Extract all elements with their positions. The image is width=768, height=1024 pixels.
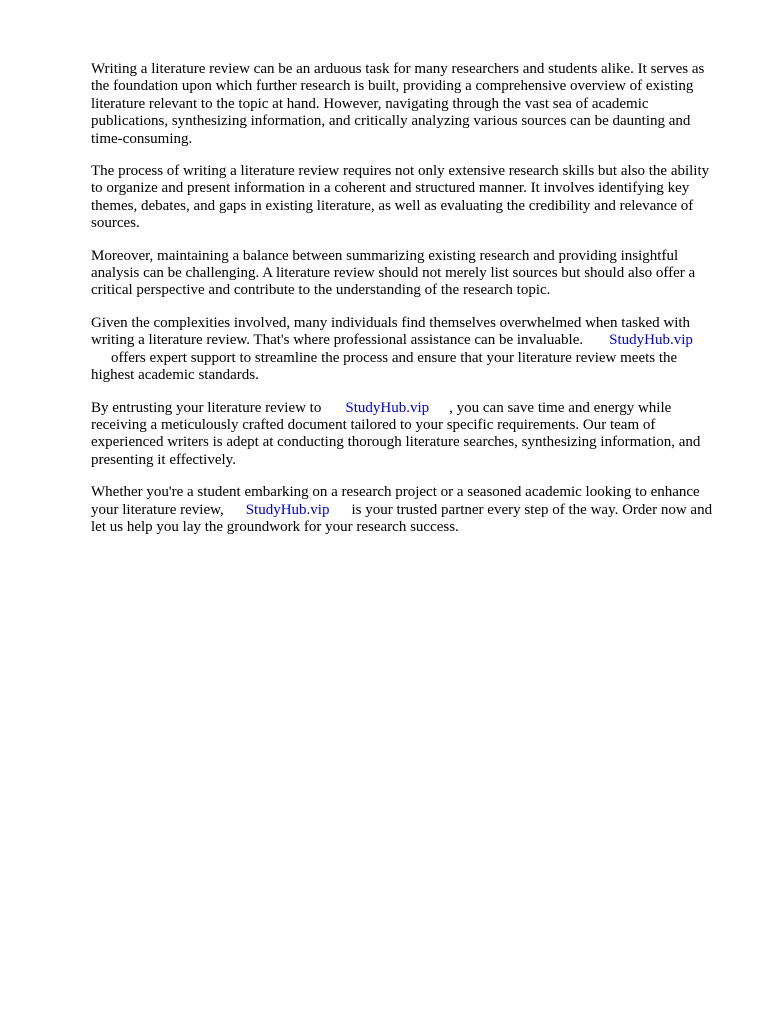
paragraph-4 (91, 315, 723, 385)
paragraph-6-text-before: Whether you're a student embarking on a research project or a seasoned academic looking to enhance your literature review, (91, 484, 700, 518)
paragraph-5 (91, 400, 723, 470)
paragraph-6 (91, 484, 723, 536)
paragraph-2 (91, 163, 723, 233)
paragraph-3-text: Moreover, maintaining a balance between summarizing existing research and providing insightful analysis can be challenging. A literature review should not merely list sources but should also offer a critical perspective and contribute to the understanding of the research topic. (91, 247, 696, 299)
studyhub-link-3[interactable]: StudyHub.vip (245, 501, 330, 518)
studyhub-link-1[interactable]: StudyHub.vip (609, 332, 693, 349)
paragraph-6-text-after: is your trusted partner every step of the way. Order now and let us help you lay the groundwork for your research success. (91, 501, 713, 535)
paragraph-2-text: The process of writing a literature review requires not only extensive research skills but also the ability to organize and present information in a coherent and structured manner. It involves identifying key themes, debates, and gaps in existing literature, as well as evaluating the credibility and relevance of sources. (91, 163, 710, 232)
paragraph-3 (91, 248, 723, 300)
studyhub-link-2[interactable]: StudyHub.vip (345, 399, 430, 416)
paragraph-4-text-after: offers expert support to streamline the process and ensure that your literature review meets the highest academic standards. (91, 349, 678, 384)
paragraph-1-text: Writing a literature review can be an arduous task for many researchers and students alike. It serves as the foundation upon which further research is built, providing a comprehensive overview of existing literature relevant to the topic at hand. However, navigating through the vast sea of academic publications, synthesizing information, and critically analyzing various sources can be daunting and time-consuming. (91, 61, 705, 147)
paragraph-1 (91, 61, 723, 148)
paragraph-5-text-after: , you can save time and energy while receiving a meticulously crafted document tailored to your specific requirements. Our team of experienced writers is adept at conducting thorough literature searches, synthesizing information, and presenting it effectively. (91, 399, 701, 468)
paragraph-5-text-before: By entrusting your literature review to (91, 399, 322, 416)
paragraph-4-text-before: Given the complexities involved, many individuals find themselves overwhelmed when tasked with writing a literature review. That's where professional assistance can be invaluable. (91, 314, 691, 349)
